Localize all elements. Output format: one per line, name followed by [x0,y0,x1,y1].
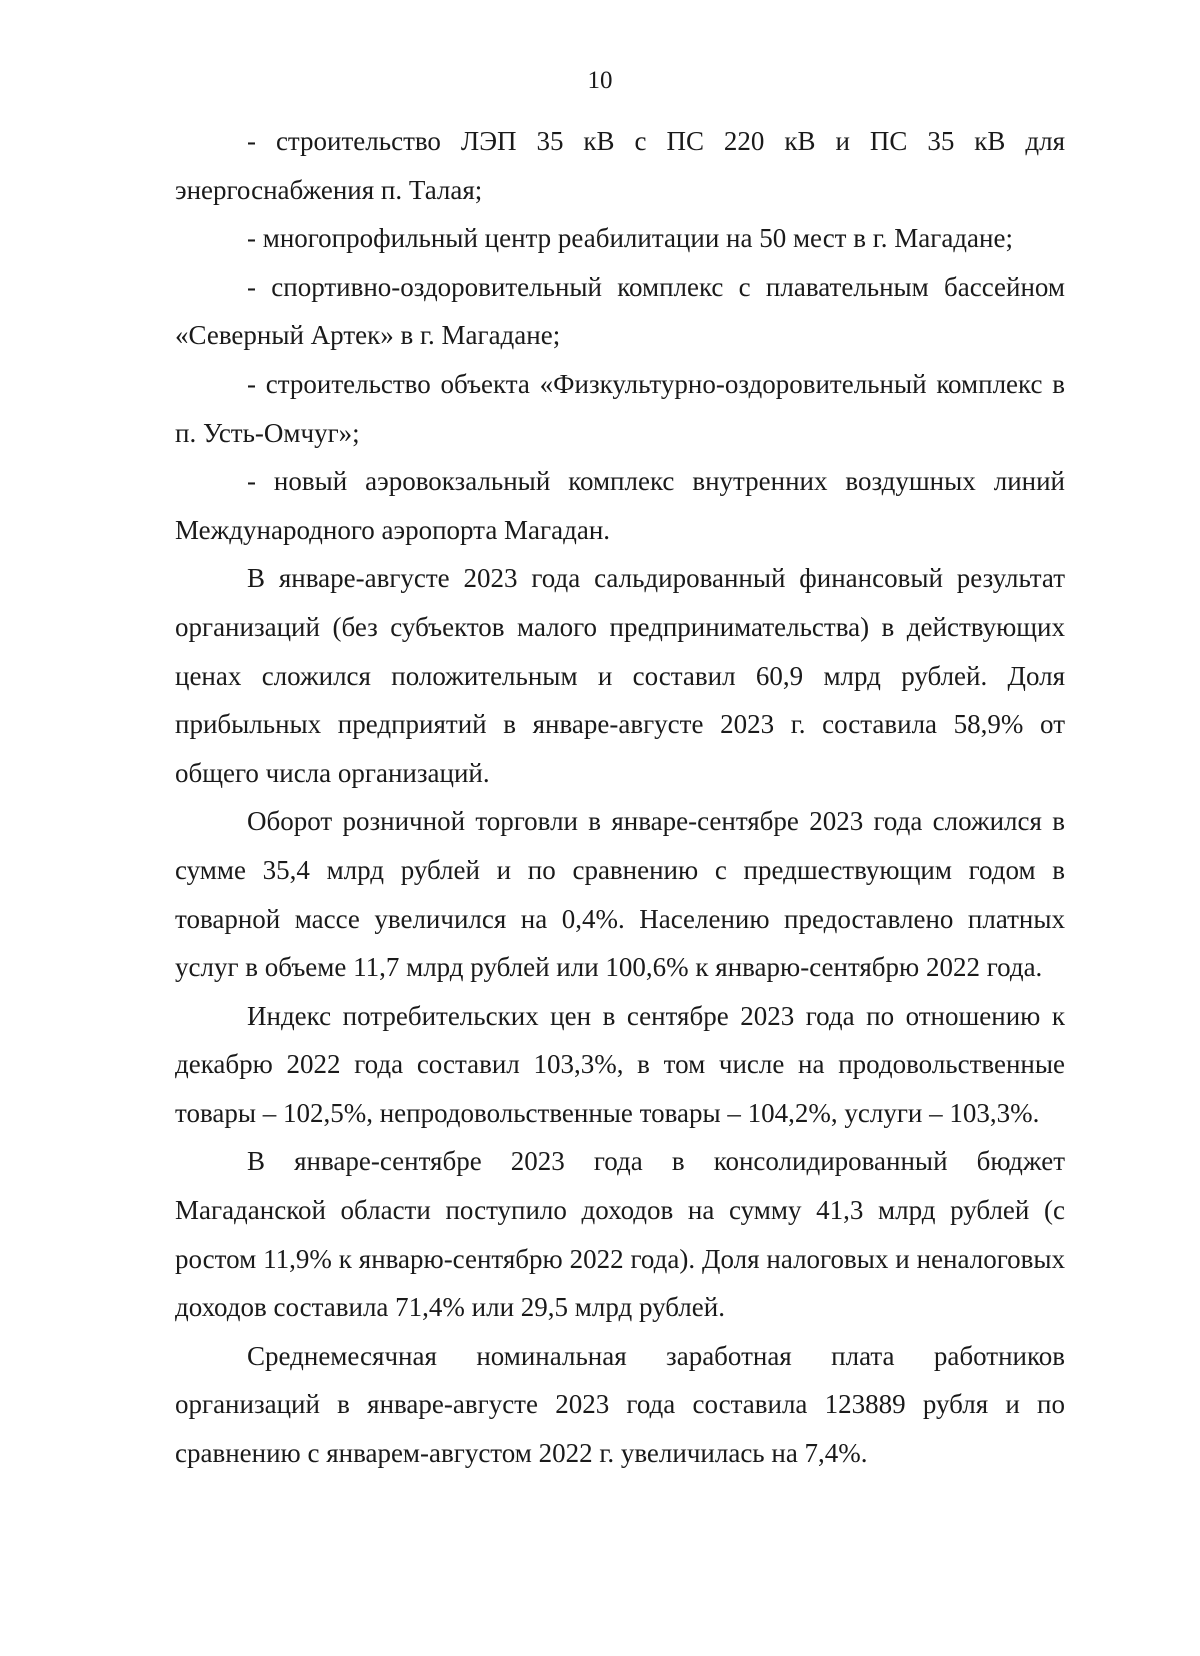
page-number: 10 [587,67,613,94]
list-item-rehab-center: - многопрофильный центр реабилитации на 50 мест в г. Магадане; [247,223,1013,254]
list-item-sports-complex: - спортивно-оздоровительный комплекс с плавательным бассейном «Северный Артек» в г. Магадане; [175,271,1065,351]
paragraph-financial-result: В январе-августе 2023 года сальдированный финансовый результат организаций (без субъектов малого предпринимательства) в действующих ценах сложился положительным и составил 60,9 млрд рублей. Доля прибыльных предприятий в январе-августе 2023 г. составила 58,9% от общего числа организаций. [175,563,1065,788]
list-item-airport-terminal: - новый аэровокзальный комплекс внутренних воздушных линий Международного аэропорта Магадан. [175,466,1065,545]
paragraph-retail-turnover: Оборот розничной торговли в январе-сентябре 2023 года сложился в сумме 35,4 млрд рублей и по сравнению с предшествующим годом в товарной массе увеличился на 0,4%. Населению предоставлено платных услуг в объеме 11,7 млрд рублей или 100,6% к январю-сентябрю 2022 года. [175,806,1065,983]
paragraph-consumer-price-index: Индекс потребительских цен в сентябре 2023 года по отношению к декабрю 2022 года составил 103,3%, в том числе на продовольственные товары – 102,5%, непродовольственные товары – 104,2%, услуги – 103,3%. [175,1000,1065,1128]
list-item-power-line: - строительство ЛЭП 35 кВ с ПС 220 кВ и ПС 35 кВ для энергоснабжения п. Талая; [175,126,1065,205]
paragraph-consolidated-budget: В январе-сентябре 2023 года в консолидированный бюджет Магаданской области поступило доходов на сумму 41,3 млрд рублей (с ростом 11,9% к январю-сентябрю 2022 года). Доля налоговых и неналоговых доходов составила 71,4% или 29,5 млрд рублей. [175,1146,1065,1323]
paragraph-average-wage: Среднемесячная номинальная заработная плата работников организаций в январе-августе 2023 года составила 123889 рубля и по сравнению с январем-августом 2022 г. увеличилась на 7,4%. [175,1340,1065,1469]
list-item-fitness-complex: - строительство объекта «Физкультурно-оздоровительный комплекс в п. Усть-Омчуг»; [175,368,1065,448]
document-body [175,117,1065,1478]
